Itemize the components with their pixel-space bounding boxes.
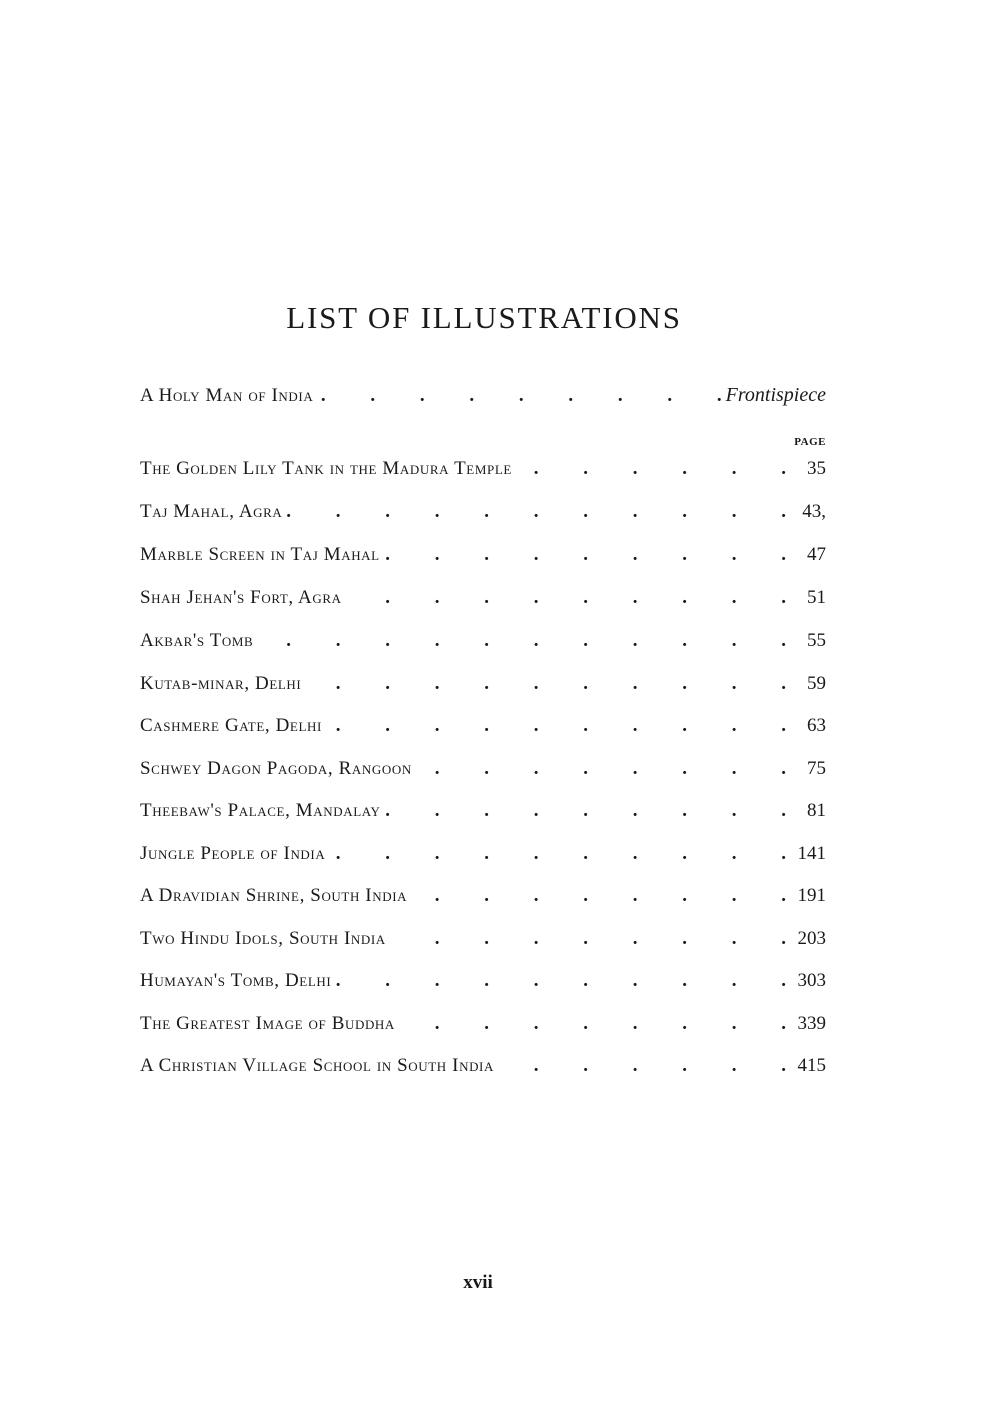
page-number: 35 bbox=[807, 458, 826, 479]
page-number: 141 bbox=[797, 843, 826, 864]
page-number: 81 bbox=[807, 800, 826, 821]
illustration-title: Kutab-minar, Delhi bbox=[140, 673, 302, 694]
illustration-title: The Greatest Image of Buddha bbox=[140, 1013, 395, 1034]
dot-leader bbox=[390, 928, 786, 950]
page-number: 415 bbox=[797, 1055, 826, 1076]
dot-leader bbox=[498, 1055, 786, 1077]
page-number: 59 bbox=[807, 673, 826, 694]
page-number: 43, bbox=[802, 501, 826, 522]
illustration-title: Marble Screen in Taj Mahal bbox=[140, 544, 380, 565]
dot-leader bbox=[385, 800, 786, 822]
illustration-title: Two Hindu Idols, South India bbox=[140, 928, 386, 949]
page-number: 55 bbox=[807, 630, 826, 651]
page-number: 203 bbox=[797, 928, 826, 949]
illustration-title: Jungle People of India bbox=[140, 843, 326, 864]
page-number: 47 bbox=[807, 544, 826, 565]
dot-leader bbox=[329, 843, 786, 865]
dot-leader bbox=[326, 715, 786, 737]
dot-leader bbox=[384, 544, 786, 566]
dot-leader bbox=[305, 673, 786, 695]
illustration-entry bbox=[140, 1013, 826, 1043]
page-number: 63 bbox=[807, 715, 826, 736]
illustration-entry-frontispiece bbox=[140, 384, 826, 414]
illustration-entry bbox=[140, 544, 826, 574]
page-title: LIST OF ILLUSTRATIONS bbox=[286, 300, 682, 335]
illustration-entry bbox=[140, 970, 826, 1000]
page-number: 303 bbox=[797, 970, 826, 991]
illustration-entry bbox=[140, 800, 826, 830]
page-column-header: PAGE bbox=[794, 436, 826, 448]
illustration-title: Cashmere Gate, Delhi bbox=[140, 715, 322, 736]
dot-leader bbox=[257, 630, 786, 652]
dot-leader bbox=[346, 587, 786, 609]
page-folio: xvii bbox=[463, 1272, 493, 1293]
illustration-title: A Christian Village School in South India bbox=[140, 1055, 494, 1076]
illustration-entry bbox=[140, 587, 826, 617]
dot-leader bbox=[335, 970, 786, 992]
page-number: 339 bbox=[797, 1013, 826, 1034]
illustration-title: Theebaw's Palace, Mandalay bbox=[140, 800, 381, 821]
dot-leader bbox=[399, 1013, 786, 1035]
dot-leader bbox=[286, 501, 786, 523]
illustration-title: Humayan's Tomb, Delhi bbox=[140, 970, 332, 991]
illustration-entry bbox=[140, 673, 826, 703]
illustration-entry bbox=[140, 501, 826, 531]
illustration-title: Akbar's Tomb bbox=[140, 630, 254, 651]
illustration-entry bbox=[140, 630, 826, 660]
page-reference: Frontispiece bbox=[725, 384, 826, 406]
dot-leader bbox=[516, 458, 786, 480]
illustration-title: A Dravidian Shrine, South India bbox=[140, 885, 408, 906]
illustration-title: Taj Mahal, Agra bbox=[140, 501, 283, 522]
illustration-entry bbox=[140, 758, 826, 788]
illustration-entry bbox=[140, 885, 826, 915]
illustration-title: A Holy Man of India bbox=[140, 385, 314, 406]
dot-leader bbox=[317, 385, 721, 407]
illustration-title: Shah Jehan's Fort, Agra bbox=[140, 587, 342, 608]
illustration-title: Schwey Dagon Pagoda, Rangoon bbox=[140, 758, 412, 779]
page-number: 75 bbox=[807, 758, 826, 779]
illustration-entry bbox=[140, 458, 826, 488]
dot-leader bbox=[411, 885, 786, 907]
dot-leader bbox=[416, 758, 786, 780]
illustration-entry bbox=[140, 715, 826, 745]
illustration-entry bbox=[140, 1055, 826, 1085]
illustration-title: The Golden Lily Tank in the Madura Temple bbox=[140, 458, 512, 479]
page-number: 191 bbox=[797, 885, 826, 906]
illustration-entry bbox=[140, 843, 826, 873]
page-number: 51 bbox=[807, 587, 826, 608]
illustration-entry bbox=[140, 928, 826, 958]
